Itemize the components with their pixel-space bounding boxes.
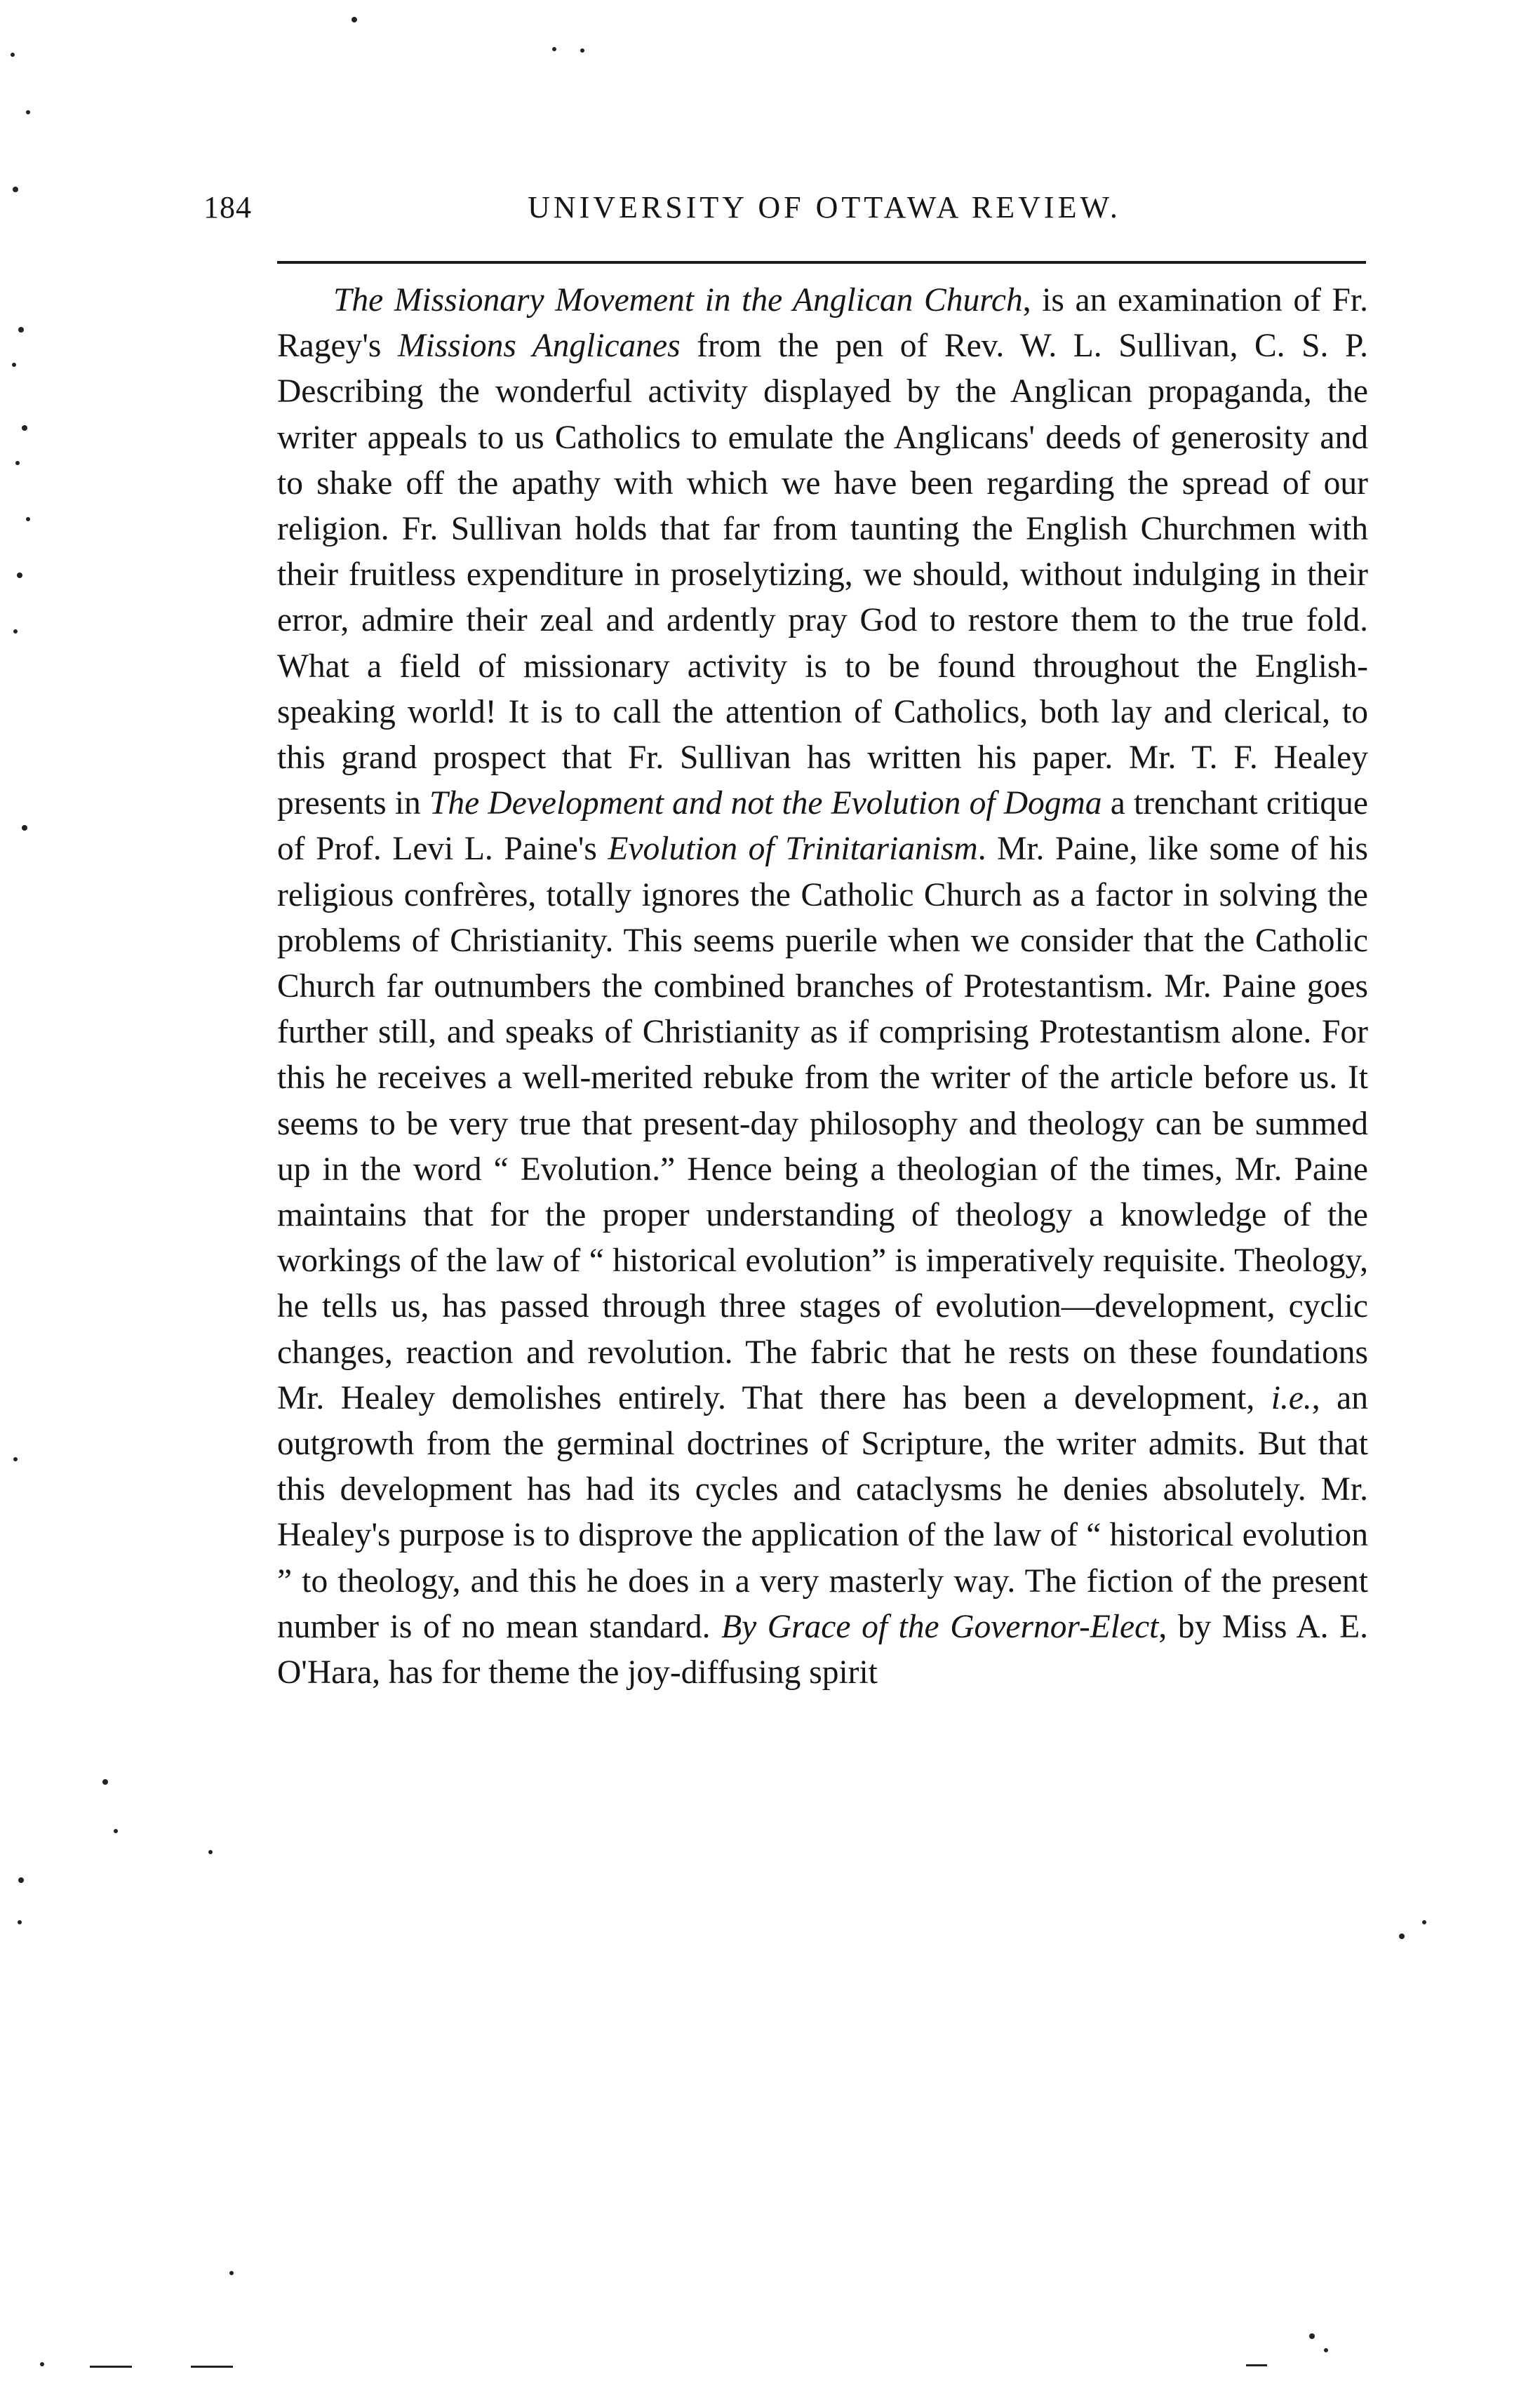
story-title-governor-elect: By Grace of the Governor-Elect bbox=[721, 1608, 1159, 1645]
book-title-missions-anglicanes: Missions Anglicanes bbox=[397, 328, 681, 365]
paragraph-text: a trenchant critique of Prof. Levi L. Paine's bbox=[277, 785, 1368, 868]
paragraph-text: , is an examination of Fr. Ragey's bbox=[277, 282, 1368, 365]
running-title: UNIVERSITY OF OTTAWA REVIEW. bbox=[528, 190, 1121, 224]
header-rule bbox=[277, 261, 1366, 264]
paragraph-text: . Mr. Paine, like some of his religious confrères, totally ignores the Catholic Church as a factor in solving the problems of Christianity. This seems puerile when we consider that the Catholic Church far outnumbers the combined branches of Protestantism. Mr. Paine goes further still, and speaks of Christianity as if comprising Protestantism alone. For this he receives a well-merited rebuke from the writer of the article before us. It seems to be very true that present-day philosophy and theology can be summed up in the word “ Evolution.” Hence being a theologian of the times, Mr. Paine maintains that for the proper understanding of theology a knowledge of the workings of the law of “ historical evolution” is imperatively requisite. Theology, he tells us, has passed through three stages of evolution—development, cyclic changes, reaction and revolution. The fabric that he rests on these foundations Mr. Healey demolishes entirely. That there has been a development, bbox=[277, 831, 1368, 1416]
abbreviation-ie: i.e. bbox=[1271, 1379, 1312, 1416]
page-number: 184 bbox=[203, 190, 252, 224]
page-header bbox=[203, 189, 1361, 246]
article-title-development-of-dogma: The Development and not the Evolution of Dogma bbox=[429, 785, 1102, 822]
paragraph-text: , by Miss A. E. O'Hara, has for theme the joy-diffusing spirit bbox=[277, 1608, 1368, 1691]
paragraph-text: from the pen of Rev. W. L. Sullivan, C. S. P. Describing the wonderful activity displayed by the Anglican propaganda, the writer appeals to us Catholics to emulate the Anglicans' deeds of generosity and to shake off the apathy with which we have been regarding the spread of our religion. Fr. Sullivan holds that far from taunting the English Churchmen with their fruitless expenditure in proselytizing, we should, without indulging in their error, admire their zeal and ardently pray God to restore them to the true fold. What a field of missionary activity is to be found throughout the English-speaking world! It is to call the attention of Catholics, both lay and clerical, to this grand prospect that Fr. Sullivan has written his paper. Mr. T. F. Healey presents in bbox=[277, 328, 1368, 822]
article-title-missionary-movement: The Missionary Movement in the Anglican Church bbox=[333, 282, 1023, 319]
paragraph-text: , an outgrowth from the germinal doctrines of Scripture, the writer admits. But that this development has had its cycles and cataclysms he denies absolutely. Mr. Healey's purpose is to disprove the application of the law of “ historical evolution ” to theology, and this he does in a very masterly way. The fiction of the present number is of no mean standard. bbox=[277, 1379, 1369, 1645]
book-title-evolution-of-trinitarianism: Evolution of Trinitarianism bbox=[608, 831, 978, 868]
review-paragraph bbox=[277, 278, 1368, 1696]
